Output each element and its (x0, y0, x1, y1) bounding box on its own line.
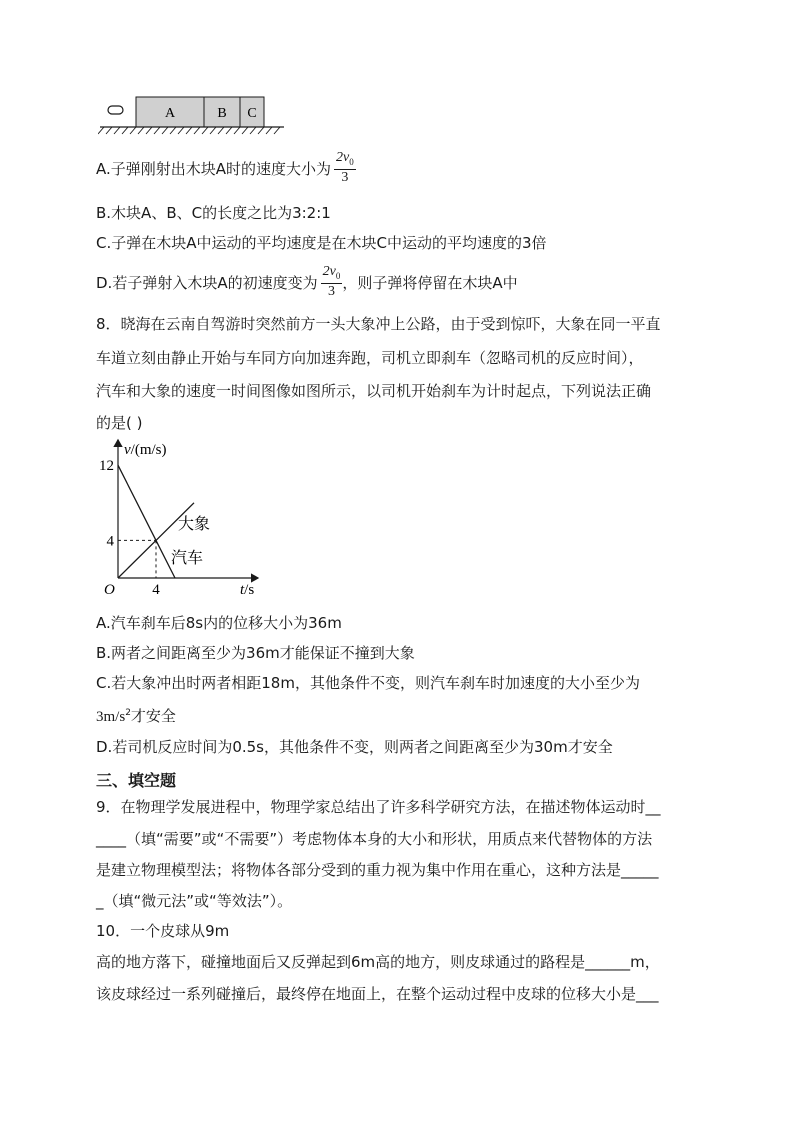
q7-option-b: B.木块A、B、C的长度之比为3:2:1 (96, 204, 331, 222)
frac-numerator: 2v (322, 263, 336, 279)
q9-line-4: _（填“微元法”或“等效法”）。 (96, 892, 293, 910)
origin-label: O (104, 582, 115, 598)
q8-option-a: A.汽车刹车后8s内的位移大小为36m (96, 614, 342, 632)
q7-option-d-text: D.若子弹射入木块A的初速度变为 (96, 273, 318, 292)
q9-line-2: ____（填“需要”或“不需要”）考虑物体本身的大小和形状，用质点来代替物体的方法 (96, 830, 653, 848)
series-label-car: 汽车 (171, 550, 204, 568)
ground-hatching (98, 127, 280, 134)
block-c-label: C (247, 106, 257, 121)
q10-line-1: 10．一个皮球从9m (96, 922, 230, 940)
bullet-shape (108, 106, 123, 114)
q8-stem-line-4: 的是( ) (96, 414, 143, 432)
acceleration-unit: 3m/s (96, 709, 126, 725)
y-axis-label: v/(m/s) (124, 442, 167, 458)
bullet-blocks-figure (98, 94, 290, 136)
unit-exponent: 2 (125, 708, 131, 718)
frac-denominator: 3 (341, 170, 349, 186)
q7-option-d-tail: ，则子弹将停留在木块A中 (342, 273, 518, 292)
x-tick-label-4: 4 (152, 582, 160, 598)
q7-option-a-fraction (334, 150, 356, 187)
section-title: 三、填空题 (96, 771, 177, 790)
q7-option-d (96, 264, 518, 300)
frac-denominator: 3 (327, 284, 335, 300)
q7-option-c: C.子弹在木块A中运动的平均速度是在木块C中运动的平均速度的3倍 (96, 234, 547, 252)
frac-subscript: 0 (349, 156, 354, 167)
q8-stem-line-1: 8．晓海在云南自驾游时突然前方一头大象冲上公路，由于受到惊吓，大象在同一平直 (96, 315, 661, 333)
q8-option-b: B.两者之间距离至少为36m才能保证不撞到大象 (96, 644, 415, 662)
series-label-elephant: 大象 (178, 515, 211, 533)
block-a-label: A (164, 106, 176, 121)
series-line-car (118, 465, 175, 578)
q10-line-2: 高的地方落下，碰撞地面后又反弹起到6m高的地方，则皮球通过的路程是______m， (96, 953, 660, 971)
frac-numerator: 2v (336, 149, 350, 165)
block-b-label: B (217, 106, 227, 121)
q8-option-c-line-2 (96, 705, 176, 726)
q9-line-3: 是建立物理模型法；将物体各部分受到的重力视为集中作用在重心，这种方法是_____ (96, 861, 659, 879)
frac-subscript: 0 (335, 270, 341, 281)
q10-line-3: 该皮球经过一系列碰撞后，最终停在地面上，在整个运动过程中皮球的位移大小是___ (96, 985, 659, 1003)
y-tick-label-12: 12 (99, 458, 114, 475)
velocity-time-chart (94, 434, 274, 604)
q7-option-a-text: A.子弹刚射出木块A时的速度大小为 (96, 159, 332, 178)
y-tick-label-4: 4 (106, 533, 114, 550)
q8-stem-line-3: 汽车和大象的速度一时间图像如图所示，以司机开始刹车为计时起点，下列说法正确 (96, 382, 652, 400)
x-axis-label: t/s (240, 582, 255, 598)
q8-stem-line-2: 车道立刻由静止开始与车同方向加速奔跑，司机立即刹车（忽略司机的反应时间）， (96, 349, 644, 367)
q8-option-c-line-1: C.若大象冲出时两者相距18m，其他条件不变，则汽车刹车时加速度的大小至少为 (96, 674, 640, 692)
q9-line-1: 9．在物理学发展进程中，物理学家总结出了许多科学研究方法，在描述物体运动时__ (96, 798, 661, 816)
q8-option-d: D.若司机反应时间为0.5s，其他条件不变，则两者之间距离至少为30m才安全 (96, 738, 613, 756)
q8-option-c-tail: 才安全 (130, 707, 176, 725)
q7-option-d-fraction (321, 264, 343, 301)
q7-option-a (96, 150, 356, 186)
